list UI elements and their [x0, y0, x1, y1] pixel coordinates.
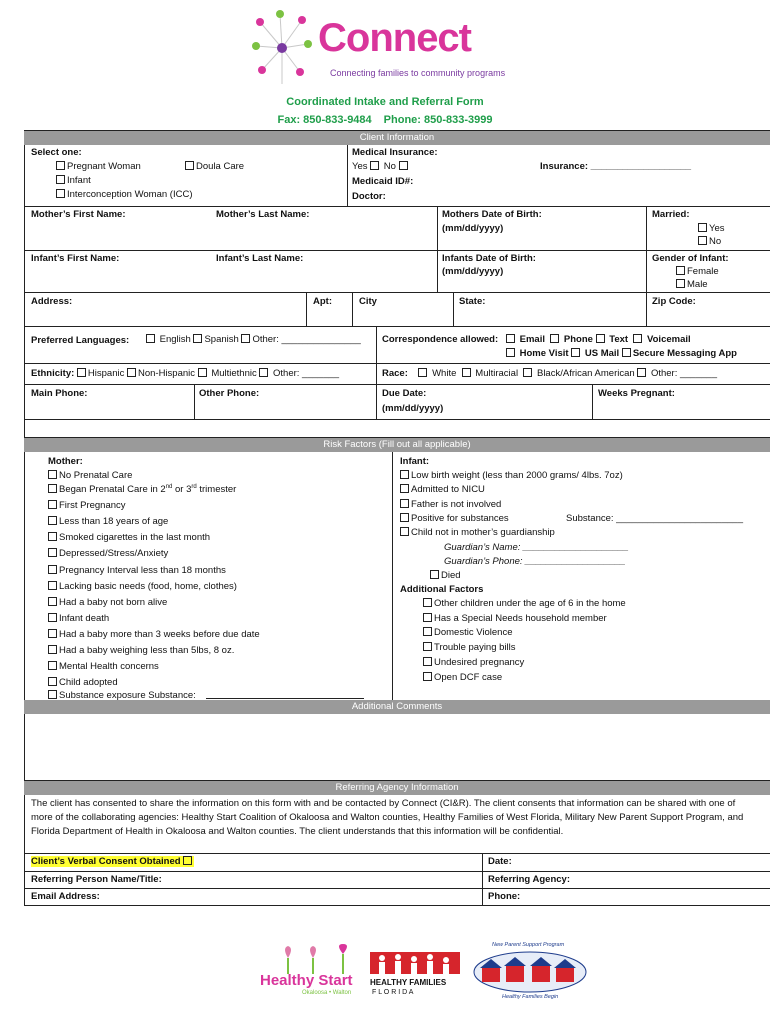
state-field[interactable]: State:	[459, 296, 486, 307]
checkbox-icon	[48, 645, 57, 654]
checkbox-icon	[77, 368, 86, 377]
checkbox-icon	[56, 189, 65, 198]
checkbox-icon	[571, 348, 580, 357]
risk-infant-item[interactable]: Child not in mother’s guardianship	[400, 527, 555, 538]
logo-tagline: Connecting families to community programs	[330, 68, 506, 78]
checkbox-icon	[193, 334, 202, 343]
consent-paragraph: The client has consented to share the information on this form with and be contacted by Connect (CI&R). The client consents that information can be shared with one of more of the collaborating agencies: Healthy Start Coalition of Okaloosa and Walton counties, Healthy Families of West Florida, Military New Parent Support Program, and Florida Department of Health in Okaloosa and Walton counties. The client understands that this information will be confidential.	[31, 798, 744, 837]
email-address-field[interactable]: Email Address:	[31, 891, 100, 902]
risk-additional-item[interactable]: Other children under the age of 6 in the home	[423, 598, 626, 609]
infant-option[interactable]: Infant	[56, 175, 91, 186]
risk-mother-item[interactable]: Had a baby not born alive	[48, 597, 167, 608]
guardian-phone-field[interactable]: Guardian’s Phone: ___________________	[444, 556, 626, 567]
dandelion-icon	[250, 8, 320, 88]
risk-additional-item[interactable]: Trouble paying bills	[423, 642, 516, 653]
married-yes-option[interactable]: Yes	[698, 223, 725, 234]
checkbox-icon	[48, 661, 57, 670]
infant-last-name-field[interactable]: Infant’s Last Name:	[216, 253, 304, 264]
checkbox-icon	[506, 348, 515, 357]
risk-mother-item[interactable]: First Pregnancy	[48, 500, 126, 511]
checkbox-icon	[241, 334, 250, 343]
family-figures-icon	[368, 944, 464, 978]
referring-agency-field[interactable]: Referring Agency:	[488, 874, 570, 885]
zip-field[interactable]: Zip Code:	[652, 296, 696, 307]
risk-additional-item[interactable]: Domestic Violence	[423, 627, 513, 638]
risk-mother-item[interactable]: Mental Health concerns	[48, 661, 159, 672]
correspondence-options-row2[interactable]: Home Visit US Mail Secure Messaging App	[506, 348, 737, 359]
ethnicity-row[interactable]: Ethnicity: Hispanic Non-Hispanic Multiethnic Other: _______	[31, 368, 340, 379]
checkbox-icon	[423, 598, 432, 607]
checkbox-icon	[146, 334, 155, 343]
fax-number: Fax: 850-833-9484	[277, 114, 372, 126]
checkbox-icon	[48, 613, 57, 622]
language-options[interactable]: English Spanish Other: _______________	[146, 334, 361, 345]
checkbox-icon	[423, 657, 432, 666]
checkbox-icon	[56, 175, 65, 184]
mother-dob-field[interactable]: Mothers Date of Birth:	[442, 209, 542, 220]
infant-risk-label: Infant:	[400, 456, 430, 467]
mnpsp-bottom-text: Healthy Families Begin	[502, 994, 559, 1000]
due-date-format: (mm/dd/yyyy)	[382, 403, 444, 414]
checkbox-icon	[48, 677, 57, 686]
checkbox-icon	[462, 368, 471, 377]
mother-first-name-field[interactable]: Mother’s First Name:	[31, 209, 126, 220]
risk-mother-item[interactable]: Depressed/Stress/Anxiety	[48, 548, 168, 559]
risk-mother-item[interactable]: No Prenatal Care	[48, 470, 132, 481]
correspondence-options-row1[interactable]: Email Phone Text Voicemail	[506, 334, 691, 345]
checkbox-icon	[183, 856, 192, 865]
checkbox-icon	[48, 532, 57, 541]
risk-mother-item[interactable]: Substance exposure Substance:	[48, 690, 364, 701]
checkbox-icon	[400, 499, 409, 508]
checkbox-icon	[400, 470, 409, 479]
risk-additional-item[interactable]: Open DCF case	[423, 672, 502, 683]
checkbox-icon	[418, 368, 427, 377]
checkbox-icon	[399, 161, 408, 170]
risk-mother-item[interactable]: Smoked cigarettes in the last month	[48, 532, 210, 543]
gender-label: Gender of Infant:	[652, 253, 729, 264]
checkbox-icon	[48, 629, 57, 638]
checkbox-icon	[185, 161, 194, 170]
weeks-pregnant-field[interactable]: Weeks Pregnant:	[598, 388, 675, 399]
due-date-field[interactable]: Due Date:	[382, 388, 427, 399]
risk-factors-heading: Risk Factors (Fill out all applicable)	[24, 438, 770, 452]
checkbox-icon	[400, 513, 409, 522]
infant-dob-format: (mm/dd/yyyy)	[442, 266, 504, 277]
medical-insurance-label: Medical Insurance:	[352, 147, 438, 158]
florida-text: F L O R I D A	[372, 989, 414, 996]
healthy-start-sub: Okaloosa • Walton	[302, 990, 352, 996]
date-field[interactable]: Date:	[488, 856, 512, 867]
insurance-field[interactable]: Insurance: ___________________	[540, 161, 692, 172]
icc-option[interactable]: Interconception Woman (ICC)	[56, 189, 193, 200]
checkbox-icon	[400, 484, 409, 493]
phone-number: Phone: 850-833-3999	[383, 114, 493, 126]
checkbox-icon	[400, 527, 409, 536]
checkbox-icon	[637, 368, 646, 377]
risk-mother-item[interactable]: Lacking basic needs (food, home, clothes)	[48, 581, 237, 592]
mnpsp-top-text: New Parent Support Program	[492, 942, 565, 948]
checkbox-icon	[506, 334, 515, 343]
other-phone-field[interactable]: Other Phone:	[199, 388, 260, 399]
mother-last-name-field[interactable]: Mother’s Last Name:	[216, 209, 310, 220]
new-parent-support-logo	[472, 944, 588, 1004]
client-info-heading: Client Information	[24, 131, 770, 145]
checkbox-icon	[423, 642, 432, 651]
checkbox-icon	[48, 484, 57, 493]
risk-infant-item[interactable]: Positive for substances	[400, 513, 509, 524]
checkbox-icon	[48, 516, 57, 525]
connect-logo	[250, 8, 510, 88]
checkbox-icon	[423, 672, 432, 681]
correspondence-label: Correspondence allowed:	[382, 334, 499, 345]
checkbox-icon	[48, 470, 57, 479]
risk-mother-item[interactable]: Less than 18 years of age	[48, 516, 168, 527]
guardian-name-field[interactable]: Guardian’s Name: ____________________	[444, 542, 629, 553]
insurance-yes-no[interactable]: Yes No	[352, 161, 410, 172]
checkbox-icon	[48, 500, 57, 509]
contact-line	[0, 114, 770, 126]
checkbox-icon	[48, 597, 57, 606]
checkbox-icon	[633, 334, 642, 343]
checkbox-icon	[430, 570, 439, 579]
risk-additional-item[interactable]: Has a Special Needs household member	[423, 613, 607, 624]
doula-care-option[interactable]: Doula Care	[185, 161, 244, 172]
city-field[interactable]: City	[359, 296, 377, 307]
risk-mother-item[interactable]: Had a baby more than 3 weeks before due date	[48, 629, 260, 640]
race-row[interactable]: Race: White Multiracial Black/African American Other: _______	[382, 368, 717, 379]
risk-mother-item[interactable]: Infant death	[48, 613, 109, 624]
form-title: Coordinated Intake and Referral Form	[286, 96, 484, 108]
community-houses-icon	[472, 950, 588, 994]
checkbox-icon	[676, 266, 685, 275]
checkbox-icon	[698, 223, 707, 232]
apt-field[interactable]: Apt:	[313, 296, 332, 307]
risk-mother-item[interactable]: Began Prenatal Care in 2nd or 3rd trimester	[48, 484, 236, 495]
checkbox-icon	[48, 565, 57, 574]
tulips-icon	[258, 944, 362, 974]
verbal-consent-checkbox[interactable]: Client’s Verbal Consent Obtained	[31, 856, 194, 867]
married-no-option[interactable]: No	[698, 236, 721, 247]
checkbox-icon	[523, 368, 532, 377]
referring-agency-heading: Referring Agency Information	[24, 781, 770, 795]
infant-dob-field[interactable]: Infants Date of Birth:	[442, 253, 536, 264]
mother-risk-label: Mother:	[48, 456, 83, 467]
checkbox-icon	[127, 368, 136, 377]
substance-field[interactable]: Substance: ________________________	[566, 513, 743, 524]
checkbox-icon	[370, 161, 379, 170]
risk-mother-item[interactable]: Child adopted	[48, 677, 118, 688]
checkbox-icon	[259, 368, 268, 377]
checkbox-icon	[676, 279, 685, 288]
doctor-field[interactable]: Doctor:	[352, 191, 386, 202]
checkbox-icon	[56, 161, 65, 170]
select-one-label: Select one:	[31, 147, 82, 158]
risk-infant-item[interactable]: Admitted to NICU	[400, 484, 485, 495]
main-phone-field[interactable]: Main Phone:	[31, 388, 88, 399]
checkbox-icon	[596, 334, 605, 343]
pregnant-woman-option[interactable]: Pregnant Woman	[56, 161, 141, 172]
healthy-families-text: HEALTHY FAMILIES	[370, 978, 447, 987]
risk-mother-item[interactable]: Had a baby weighing less than 5lbs, 8 oz.	[48, 645, 234, 656]
medicaid-id-field[interactable]: Medicaid ID#:	[352, 176, 414, 187]
risk-infant-item[interactable]: Low birth weight (less than 2000 grams/ 4lbs. 7oz)	[400, 470, 623, 481]
healthy-start-text: Healthy Start	[260, 972, 353, 989]
checkbox-icon	[622, 348, 631, 357]
healthy-start-logo	[258, 944, 362, 1004]
address-field[interactable]: Address:	[31, 296, 73, 307]
referring-person-field[interactable]: Referring Person Name/Title:	[31, 874, 162, 885]
gender-male-option[interactable]: Male	[676, 279, 708, 290]
checkbox-icon	[698, 236, 707, 245]
died-option[interactable]: Died	[430, 570, 461, 581]
risk-mother-item[interactable]: Pregnancy Interval less than 18 months	[48, 565, 226, 576]
logo-wordmark: Connect	[318, 16, 471, 60]
checkbox-icon	[550, 334, 559, 343]
checkbox-icon	[48, 690, 57, 699]
checkbox-icon	[198, 368, 207, 377]
healthy-families-logo	[368, 944, 464, 1004]
infant-first-name-field[interactable]: Infant’s First Name:	[31, 253, 120, 264]
additional-comments-area[interactable]	[25, 715, 769, 779]
referring-phone-field[interactable]: Phone:	[488, 891, 521, 902]
married-label: Married:	[652, 209, 690, 220]
risk-infant-item[interactable]: Father is not involved	[400, 499, 501, 510]
risk-additional-item[interactable]: Undesired pregnancy	[423, 657, 524, 668]
gender-female-option[interactable]: Female	[676, 266, 719, 277]
checkbox-icon	[48, 581, 57, 590]
mother-dob-format: (mm/dd/yyyy)	[442, 223, 504, 234]
additional-factors-label: Additional Factors	[400, 584, 484, 595]
preferred-languages-label: Preferred Languages:	[31, 335, 130, 346]
checkbox-icon	[423, 613, 432, 622]
checkbox-icon	[48, 548, 57, 557]
checkbox-icon	[423, 627, 432, 636]
additional-comments-heading: Additional Comments	[24, 700, 770, 714]
